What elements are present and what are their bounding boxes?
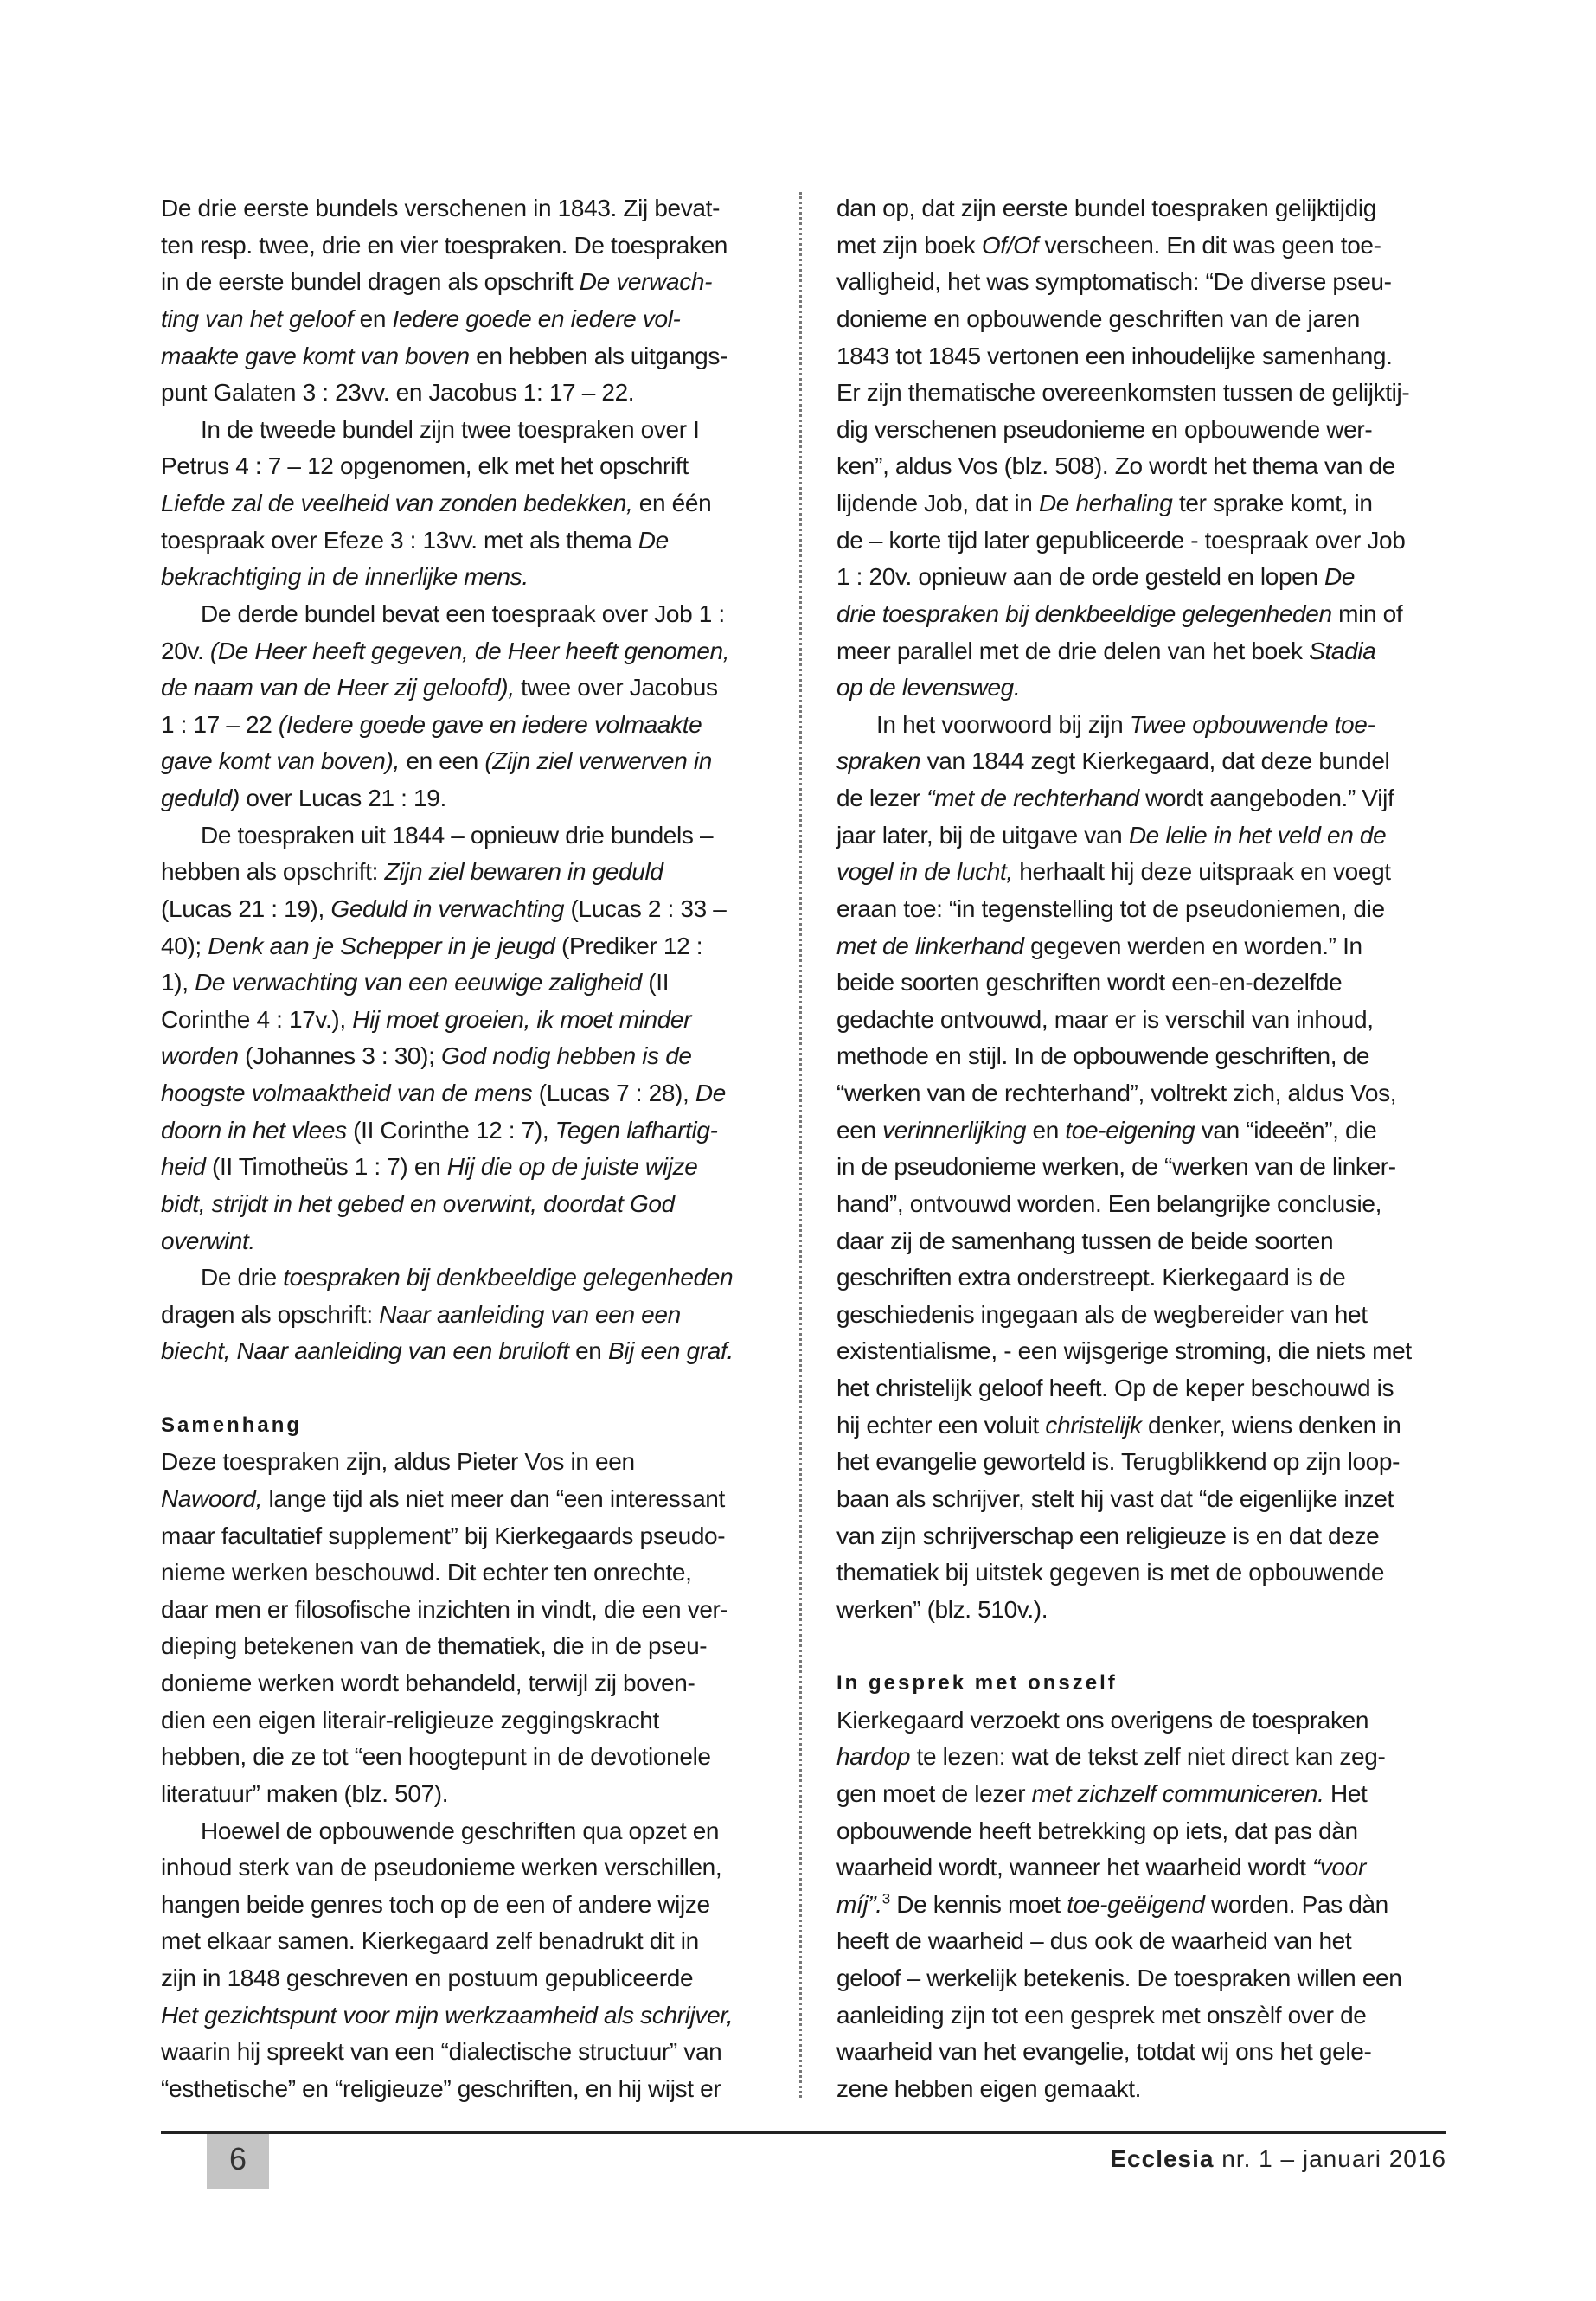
text-line [161,264,784,301]
text: Er zijn thematische overeenkomsten tussen de gelijktij- [836,379,1410,407]
italic-text: met zichzelf communiceren. [1031,1779,1324,1807]
text-line [161,1739,784,1776]
page-number: 6 [228,2141,247,2176]
text-line [836,1960,1459,1997]
text: min of [1331,599,1403,627]
text: meer parallel met de drie delen van het boek [836,637,1310,664]
italic-text: drie toespraken bij denkbeeldige gelegenheden [836,599,1332,627]
text-line [161,412,784,449]
text-line [161,559,784,596]
italic-text: verinnerlijking [882,1116,1027,1144]
italic-text: Bij een graf. [607,1337,734,1365]
italic-text: geduld) [161,785,240,811]
italic-text: doorn in het vlees [161,1116,347,1144]
text: dien een eigen literair-religieuze zeggingskracht [161,1706,659,1734]
text: toespraak over Efeze 3 : 13vv. met als thema [161,526,638,554]
text: verscheen. En dit was geen toe- [1038,231,1381,259]
text-line [836,1849,1459,1887]
italic-text: Zijn ziel bewaren in geduld [384,858,663,886]
text: en [1026,1116,1066,1144]
text-line [161,1997,784,2035]
text-line [836,1813,1459,1850]
text-line [161,1075,784,1112]
text: (Johannes 3 : 30); [238,1042,441,1070]
text: “werken van de rechterhand”, voltrekt zich, aldus Vos, [836,1080,1397,1106]
italic-text: Hij die op de juiste wijze [446,1153,698,1181]
italic-text: hoogste volmaaktheid van de mens [161,1080,533,1106]
text-line [836,1554,1459,1592]
text-line [161,338,784,375]
italic-text: De verwachting van een eeuwige zaligheid [195,969,642,997]
italic-text: biecht, Naar aanleiding van een bruiloft [161,1337,569,1365]
italic-text: toe-eigening [1065,1116,1195,1144]
text: in de eerste bundel dragen als opschrift [161,268,580,296]
italic-text: Stadia [1309,637,1376,664]
text: zijn in 1848 geschreven en postuum gepubliceerde [161,1965,694,1991]
section-heading [836,1665,1459,1702]
text: de – korte tijd later gepubliceerde - toespraak over Job [836,526,1406,554]
italic-text: hardop [836,1743,911,1771]
text: (II Timotheüs 1 : 7) en [205,1153,447,1181]
text-line [836,1002,1459,1039]
text: 20v. [161,637,210,664]
text: waarheid van het evangelie, totdat wij ons het gele- [836,2038,1372,2066]
text-line [161,1333,784,1370]
text-line [836,1444,1459,1481]
text-line [836,1149,1459,1186]
text: twee over Jacobus [514,674,718,702]
text-line [161,448,784,485]
text-line [836,1739,1459,1776]
italic-text: míj”. [836,1890,882,1918]
text-line [836,596,1459,633]
text: zene hebben eigen gemaakt. [836,2074,1142,2102]
text-line [161,1297,784,1334]
text: donieme werken wordt behandeld, terwijl zij boven- [161,1670,695,1696]
italic-text: gave komt van boven), [161,747,400,775]
text-line [161,891,784,928]
text: geschriften extra onderstreept. Kierkegaard is de [836,1264,1346,1292]
text: ter sprake komt, in [1172,490,1373,516]
text-line [836,817,1459,855]
text-line [161,1038,784,1075]
italic-text: ting van het geloof [161,304,354,332]
text: aanleiding zijn tot een gesprek met onszèlf over de [836,2001,1367,2029]
text-line [836,1259,1459,1297]
italic-text: (De Heer heeft gegeven, de Heer heeft genomen, [209,637,730,664]
text: van zijn schrijverschap een religieuze is en dat deze [836,1522,1380,1549]
text-line [836,2071,1459,2108]
left-column [161,190,784,2108]
text: over Lucas 21 : 19. [239,785,446,811]
text: lange tijd als niet meer dan “een interessant [262,1484,725,1512]
italic-text: Of/Of [981,231,1039,259]
text-line [836,522,1459,560]
italic-text: Hij moet groeien, ik moet minder [352,1005,692,1033]
text: De toespraken uit 1844 – opnieuw drie bundels – [201,821,714,849]
text: Kierkegaard verzoekt ons overigens de toespraken [836,1706,1369,1734]
issue-info: nr. 1 – januari 2016 [1214,2145,1446,2172]
text-line [161,228,784,265]
text: dan op, dat zijn eerste bundel toespraken gelijktijdig [836,195,1376,221]
italic-text: De [1324,563,1356,591]
text-line [836,780,1459,817]
italic-text: bekrachtiging in de innerlijke mens. [161,563,529,591]
text-line [161,780,784,817]
italic-text: toespraken bij denkbeeldige gelegenheden [283,1264,734,1292]
italic-text: toe-geëigend [1067,1890,1205,1918]
italic-text: christelijk [1045,1411,1142,1439]
italic-text: “voor [1311,1854,1366,1881]
text: Samenhang [161,1413,303,1437]
italic-text: Nawoord, [161,1484,263,1512]
text: geloof – werkelijk betekenis. De toespraken willen een [836,1965,1402,1991]
text-line [836,228,1459,265]
text-line [836,707,1459,744]
text: opbouwende heeft betrekking op iets, dat pas dàn [836,1817,1358,1844]
text: De derde bundel bevat een toespraak over Job 1 : [201,599,725,627]
text: het christelijk geloof heeft. Op de keper beschouwd is [836,1375,1394,1401]
italic-text: maakte gave komt van boven [161,342,470,369]
text-line [836,1075,1459,1112]
text: denker, wiens denken in [1141,1411,1401,1439]
text-line [836,743,1459,780]
text-line [836,1887,1459,1924]
text: van “ideeën”, die [1195,1116,1377,1144]
text: baan als schrijver, stelt hij vast dat “de eigenlijke inzet [836,1484,1394,1512]
text: ken”, aldus Vos (blz. 508). Zo wordt het thema van de [836,452,1396,480]
text-line [161,1186,784,1223]
text: worden. Pas dàn [1204,1890,1388,1918]
footer-publication [1110,2145,1446,2173]
text: herhaalt hij deze uitspraak en voegt [1012,858,1391,886]
italic-text: De [638,526,669,554]
footnote-ref: 3 [881,1890,890,1907]
text-line [836,375,1459,412]
text-line [836,1186,1459,1223]
text: (II Corinthe 12 : 7), [346,1116,555,1144]
text-line [161,965,784,1002]
text-line [836,1776,1459,1813]
text: hebben, die ze tot “een hoogtepunt in de devotionele [161,1743,711,1771]
text-line [836,1333,1459,1370]
text-line [161,633,784,670]
text-line [161,1849,784,1887]
text-line [161,1002,784,1039]
text-line [161,817,784,855]
page-number-box [207,2134,269,2189]
text: heeft de waarheid – dus ook de waarheid van het [836,1927,1352,1955]
text-line [161,854,784,891]
text-line [161,1887,784,1924]
text: jaar later, bij de uitgave van [836,821,1129,849]
text: het evangelie geworteld is. Terugblikkend op zijn loop- [836,1448,1401,1476]
text: 1 : 20v. opnieuw aan de orde gesteld en lopen [836,563,1325,591]
text: werken” (blz. 510v.). [836,1595,1048,1623]
text: eraan toe: “in tegenstelling tot de pseudoniemen, die [836,894,1385,922]
text-line [161,1149,784,1186]
text: dig verschenen pseudonieme en opbouwende wer- [836,415,1373,443]
text-line [836,485,1459,522]
italic-text: worden [161,1042,239,1070]
text: van 1844 zegt Kierkegaard, dat deze bundel [920,747,1390,775]
text: 1843 tot 1845 vertonen een inhoudelijke samenhang. [836,342,1393,369]
italic-text: Denk aan je Schepper in je jeugd [208,932,555,959]
text: hand”, ontvouwd worden. Een belangrijke conclusie, [836,1189,1382,1217]
text-line [161,1481,784,1518]
italic-text: De [695,1080,726,1106]
text: (Prediker 12 : [554,932,703,959]
text-line [161,2071,784,2108]
text-line [161,522,784,560]
text-line [836,1923,1459,1960]
text-line [836,670,1459,707]
text: (Lucas 21 : 19), [161,894,331,922]
text: Het [1324,1779,1368,1807]
text: en hebben als uitgangs- [469,342,727,369]
text-line [161,2034,784,2071]
text-line [836,928,1459,965]
text-line [161,301,784,338]
italic-text: Twee opbouwende toe- [1129,710,1375,738]
text-line [836,1518,1459,1555]
text: nieme werken beschouwd. Dit echter ten onrechte, [161,1559,692,1586]
italic-text: Iedere goede en iedere vol- [392,304,681,332]
text: waarheid wordt, wanneer het waarheid wordt [836,1854,1312,1881]
text-line [161,1665,784,1702]
italic-text: (Zijn ziel verwerven in [484,747,713,775]
text: In het voorwoord bij zijn [876,710,1130,738]
text-line [161,485,784,522]
italic-text: Het gezichtspunt voor mijn werkzaamheid als schrijver, [161,2001,734,2029]
text: en [353,304,393,332]
italic-text: overwint. [161,1227,255,1254]
text-line [836,2034,1459,2071]
text: In gesprek met onszelf [836,1671,1118,1695]
text-line [161,1628,784,1665]
italic-text: Geduld in verwachting [330,894,565,922]
text: Deze toespraken zijn, aldus Pieter Vos in een [161,1448,635,1476]
text-line [836,1702,1459,1740]
text: inhoud sterk van de pseudonieme werken verschillen, [161,1854,722,1881]
text: gegeven werden en worden.” In [1023,932,1362,959]
text: donieme en opbouwende geschriften van de jaren [836,304,1361,332]
text: punt Galaten 3 : 23vv. en Jacobus 1: 17 – 22. [161,379,635,407]
text-line [836,965,1459,1002]
text-line [161,1518,784,1555]
text: De kennis moet [889,1890,1067,1918]
text: hebben als opschrift: [161,858,385,886]
text-line [836,1370,1459,1407]
italic-text: “met de rechterhand [926,785,1139,811]
italic-text: Tegen lafhartig- [554,1116,718,1144]
text: “esthetische” en “religieuze” geschriften, en hij wijst er [161,2074,721,2102]
text-line [161,1370,784,1407]
text: dragen als opschrift: [161,1300,380,1328]
text: gen moet de lezer [836,1779,1032,1807]
text: 40); [161,932,208,959]
text: lijdende Job, dat in [836,490,1039,516]
text-line [161,928,784,965]
text-line [836,1112,1459,1150]
text-line [161,707,784,744]
text-line [836,1297,1459,1334]
italic-text: Liefde zal de veelheid van zonden bedekken, [161,490,633,516]
text: de lezer [836,785,927,811]
text-line [161,596,784,633]
text: in de pseudonieme werken, de “werken van de linker- [836,1153,1396,1181]
text: Corinthe 4 : 17v.), [161,1005,353,1033]
text-line [161,743,784,780]
italic-text: De herhaling [1038,490,1173,516]
text: De drie [201,1264,284,1292]
text-line [161,1592,784,1629]
text-line [836,633,1459,670]
text: De drie eerste bundels verschenen in 1843. Zij bevat- [161,195,721,221]
text-line [836,1038,1459,1075]
text: daar zij de samenhang tussen de beide soorten [836,1227,1334,1254]
text-line [836,264,1459,301]
italic-text: spraken [836,747,921,775]
text-line [836,1481,1459,1518]
text-line [161,375,784,412]
text: gedachte ontvouwd, maar er is verschil van inhoud, [836,1005,1374,1033]
text-line [836,1628,1459,1665]
italic-text: met de linkerhand [836,932,1024,959]
text-line [836,338,1459,375]
italic-text: de naam van de Heer zij geloofd), [161,674,515,702]
section-heading [161,1407,784,1445]
text-line [836,1997,1459,2035]
text: met elkaar samen. Kierkegaard zelf benadrukt dit in [161,1927,699,1955]
text-line [836,412,1459,449]
text-line [836,190,1459,228]
text: te lezen: wat de tekst zelf niet direct kan zeg- [910,1743,1386,1771]
text-line [161,1444,784,1481]
text-line [161,1554,784,1592]
text-line [836,891,1459,928]
italic-text: Naar aanleiding van een een [379,1300,681,1328]
text: hangen beide genres toch op de een of andere wijze [161,1890,710,1918]
text-line [836,448,1459,485]
text: (II [641,969,670,997]
text-line [161,1960,784,1997]
text: ten resp. twee, drie en vier toespraken. De toespraken [161,231,728,259]
italic-text: (Iedere goede gave en iedere volmaakte [278,710,702,738]
text: (Lucas 7 : 28), [532,1080,695,1106]
italic-text: De verwach- [579,268,713,296]
text-line [161,1259,784,1297]
text: en één [632,490,712,516]
text-line [836,301,1459,338]
text: methode en stijl. In de opbouwende geschriften, de [836,1042,1370,1070]
text: thematiek bij uitstek gegeven is met de opbouwende [836,1559,1385,1586]
text-line [161,1923,784,1960]
text: en [568,1337,608,1365]
text: (Lucas 2 : 33 – [564,894,727,922]
text: en een [399,747,485,775]
text-line [161,1112,784,1150]
text-line [161,1813,784,1850]
text-line [161,670,784,707]
text: In de tweede bundel zijn twee toespraken over I [201,415,700,443]
italic-text: De lelie in het veld en de [1128,821,1387,849]
text-line [836,1592,1459,1629]
text-line [161,1776,784,1813]
text: een [836,1116,883,1144]
text: beide soorten geschriften wordt een-en-dezelfde [836,969,1343,997]
text-line [836,1223,1459,1260]
text: literatuur” maken (blz. 507). [161,1779,449,1807]
text: Petrus 4 : 7 – 12 opgenomen, elk met het opschrift [161,452,689,480]
text-line [161,190,784,228]
text: valligheid, het was symptomatisch: “De diverse pseu- [836,268,1392,296]
magazine-name: Ecclesia [1110,2145,1215,2172]
text-line [836,854,1459,891]
text: Hoewel de opbouwende geschriften qua opzet en [201,1817,720,1844]
text: geschiedenis ingegaan als de wegbereider van het [836,1300,1368,1328]
text: waarin hij spreekt van een “dialectische structuur” van [161,2038,722,2066]
text-line [836,559,1459,596]
text: met zijn boek [836,231,982,259]
column-divider [799,192,802,2098]
text: maar facultatief supplement” bij Kierkegaards pseudo- [161,1522,726,1549]
text-line [161,1223,784,1260]
text: existentialisme, - een wijsgerige stroming, die niets met [836,1337,1412,1365]
text: hij echter een voluit [836,1411,1046,1439]
text-line [836,1407,1459,1445]
text: daar men er filosofische inzichten in vindt, die een ver- [161,1595,728,1623]
italic-text: heid [161,1153,206,1181]
right-column [836,190,1459,2108]
italic-text: bidt, strijdt in het gebed en overwint, doordat God [161,1189,675,1217]
italic-text: God nodig hebben is de [441,1042,692,1070]
footer-rule [161,2131,1446,2134]
italic-text: vogel in de lucht, [836,858,1013,886]
text: wordt aangeboden.” Vijf [1138,785,1394,811]
text: 1), [161,969,195,997]
text-line [161,1702,784,1740]
text: 1 : 17 – 22 [161,710,279,738]
text: dieping betekenen van de thematiek, die in de pseu- [161,1632,708,1660]
italic-text: op de levensweg. [836,674,1021,702]
